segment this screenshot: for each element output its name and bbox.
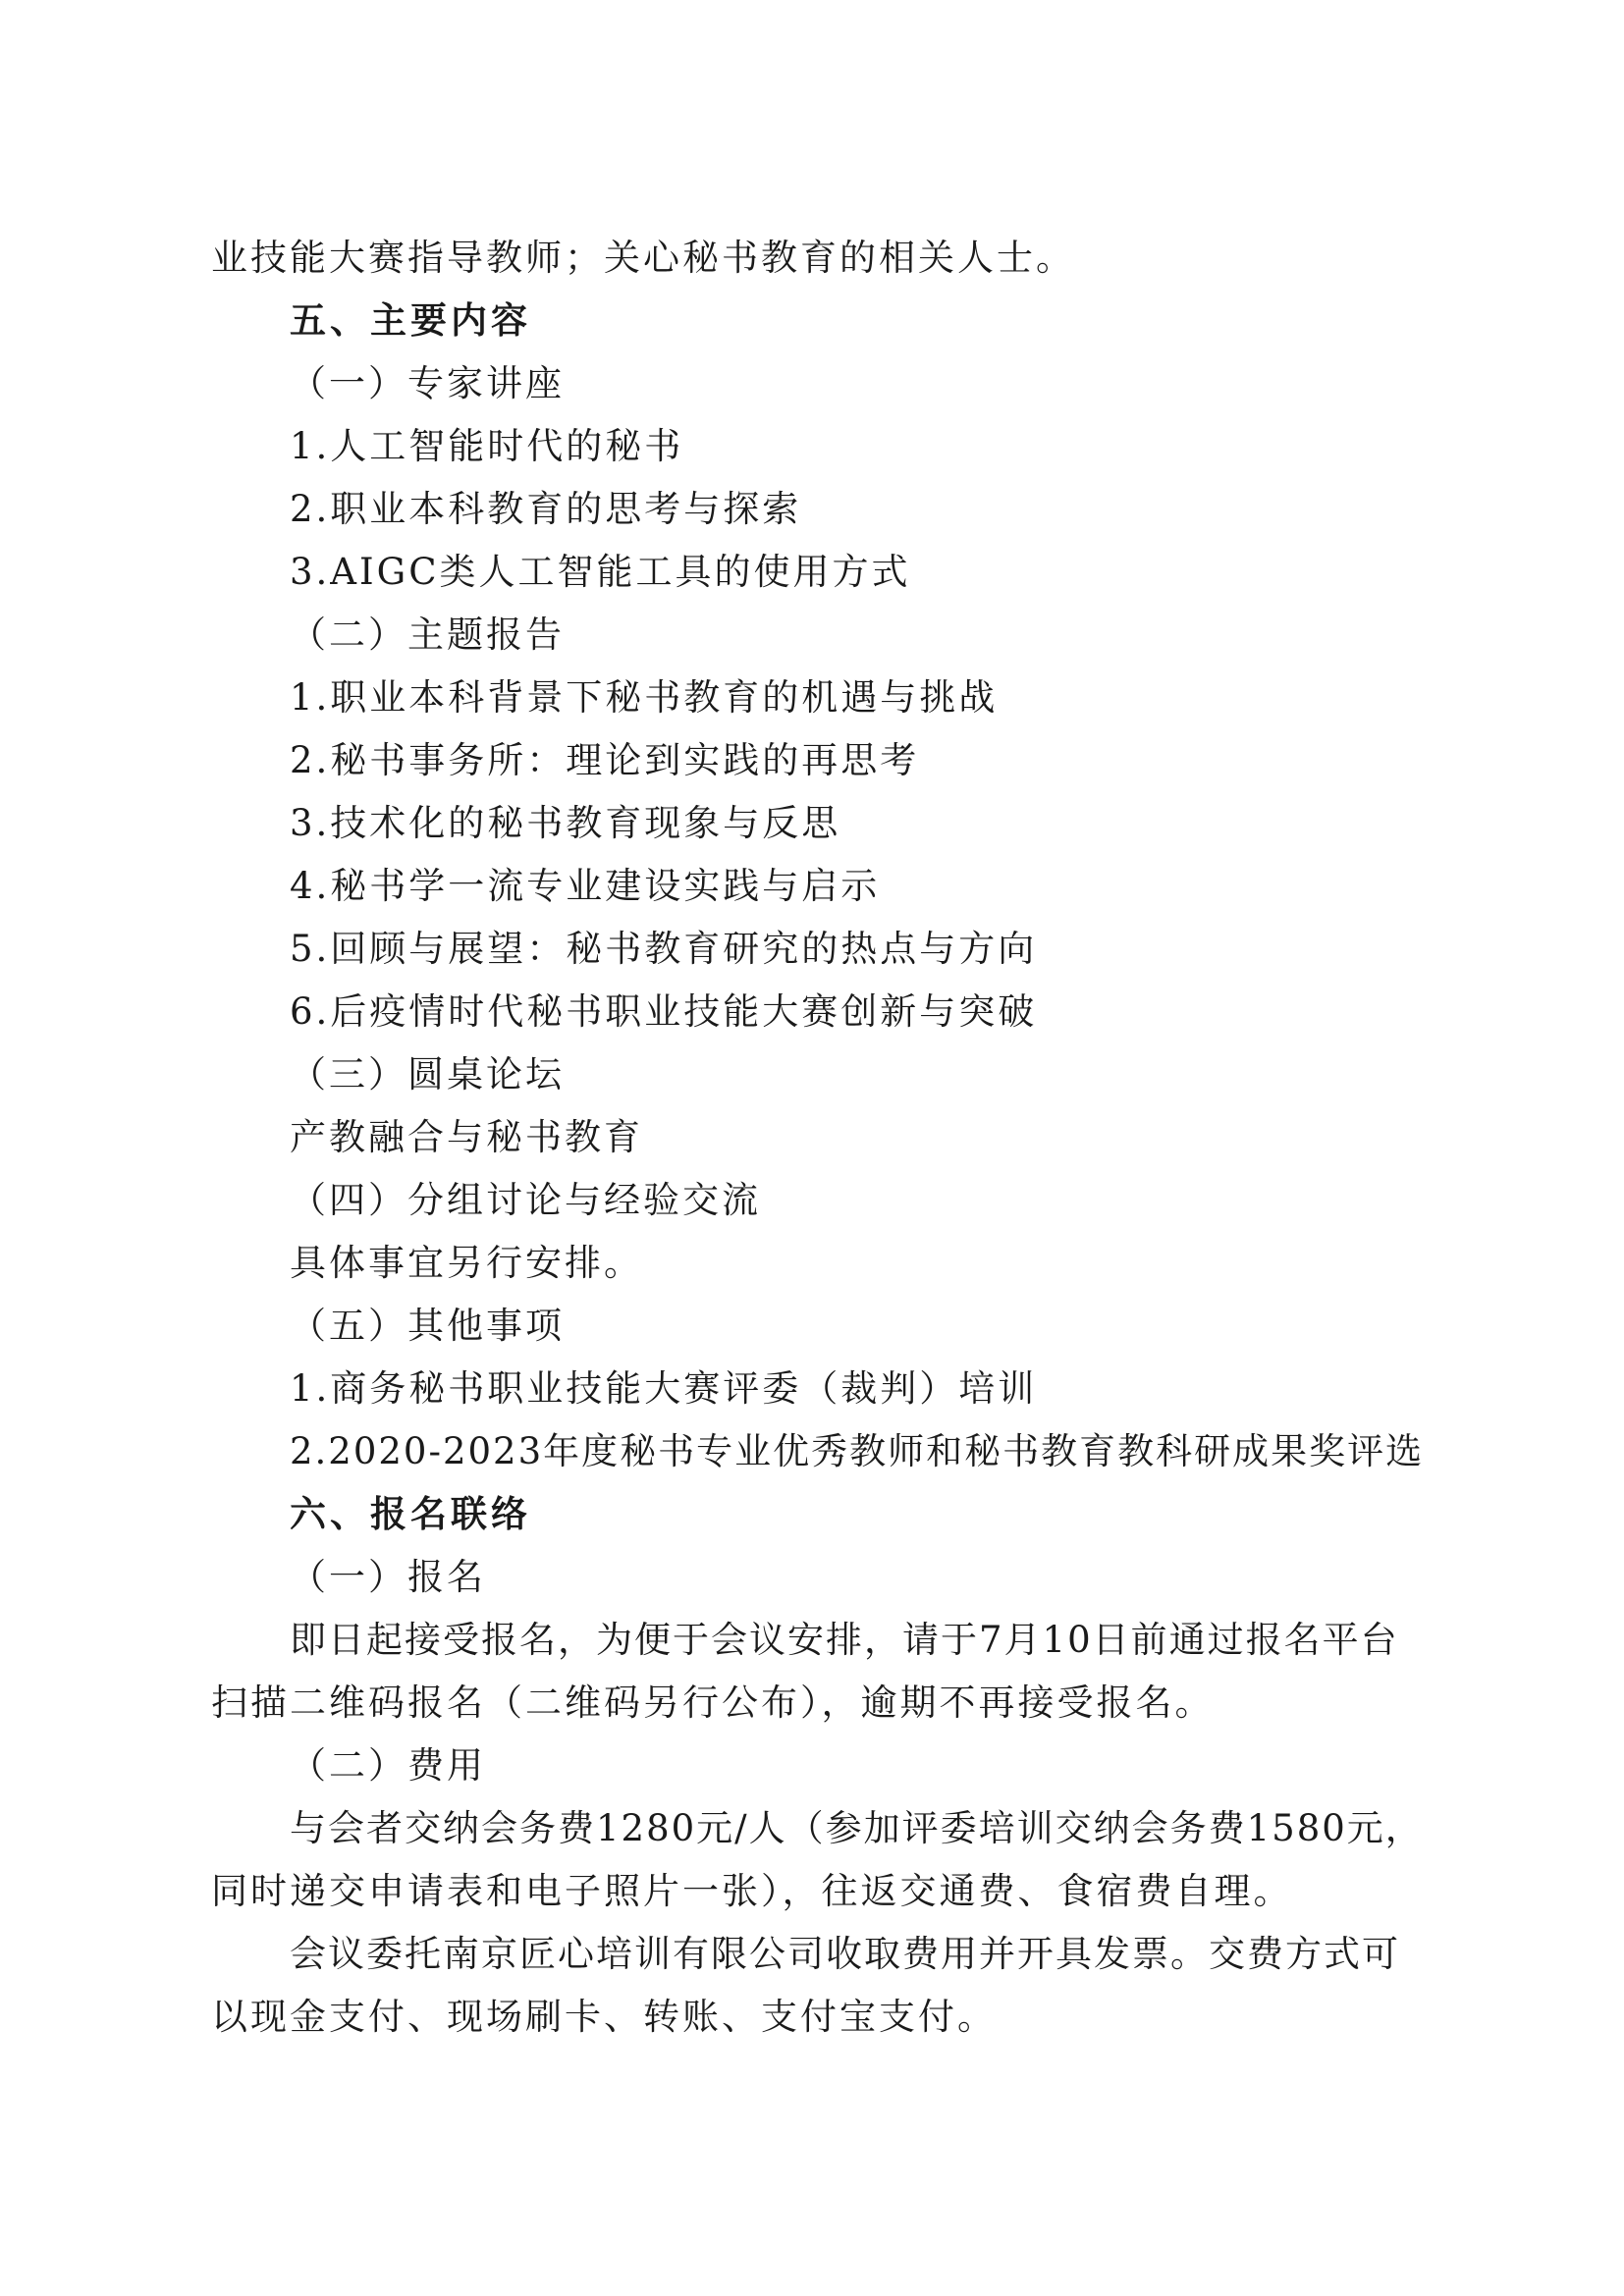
body-text: 以现金支付、现场刷卡、转账、支付宝支付。	[211, 1996, 997, 2038]
subsection-heading: （四）分组讨论与经验交流	[290, 1179, 761, 1221]
subsection-heading: （一）专家讲座	[290, 362, 565, 404]
list-item: 2.秘书事务所：理论到实践的再思考	[290, 739, 920, 781]
subsection-heading: （二）费用	[290, 1744, 486, 1787]
body-text: 扫描二维码报名（二维码另行公布），逾期不再接受报名。	[211, 1682, 1215, 1724]
list-item: 6.后疫情时代秘书职业技能大赛创新与突破	[290, 990, 1038, 1033]
list-item: 3.技术化的秘书教育现象与反思	[290, 802, 841, 844]
body-text: 同时递交申请表和电子照片一张），往返交通费、食宿费自理。	[211, 1870, 1293, 1912]
subsection-heading: （五）其他事项	[290, 1305, 565, 1347]
body-text: 即日起接受报名，为便于会议安排，请于7月10日前通过报名平台	[290, 1619, 1399, 1661]
list-item: 3.AIGC类人工智能工具的使用方式	[290, 551, 911, 593]
subsection-heading: （一）报名	[290, 1556, 486, 1598]
section-heading: 六、报名联络	[290, 1493, 531, 1535]
list-item: 2.2020-2023年度秘书专业优秀教师和秘书教育教科研成果奖评选	[290, 1430, 1425, 1472]
body-text: 具体事宜另行安排。	[290, 1242, 643, 1284]
list-item: 4.秘书学一流专业建设实践与启示	[290, 865, 881, 907]
body-text: 产教融合与秘书教育	[290, 1116, 643, 1158]
list-item: 5.回顾与展望：秘书教育研究的热点与方向	[290, 928, 1038, 970]
body-text: 业技能大赛指导教师；关心秘书教育的相关人士。	[211, 237, 1075, 279]
list-item: 1.商务秘书职业技能大赛评委（裁判）培训	[290, 1367, 1038, 1410]
body-text: 与会者交纳会务费1280元/人（参加评委培训交纳会务费1580元，	[290, 1807, 1424, 1849]
subsection-heading: （三）圆桌论坛	[290, 1053, 565, 1095]
list-item: 2.职业本科教育的思考与探索	[290, 488, 802, 530]
subsection-heading: （二）主题报告	[290, 614, 565, 656]
list-item: 1.人工智能时代的秘书	[290, 425, 684, 467]
section-heading: 五、主要内容	[290, 299, 531, 342]
body-text: 会议委托南京匠心培训有限公司收取费用并开具发票。交费方式可	[290, 1933, 1400, 1975]
list-item: 1.职业本科背景下秘书教育的机遇与挑战	[290, 676, 999, 719]
